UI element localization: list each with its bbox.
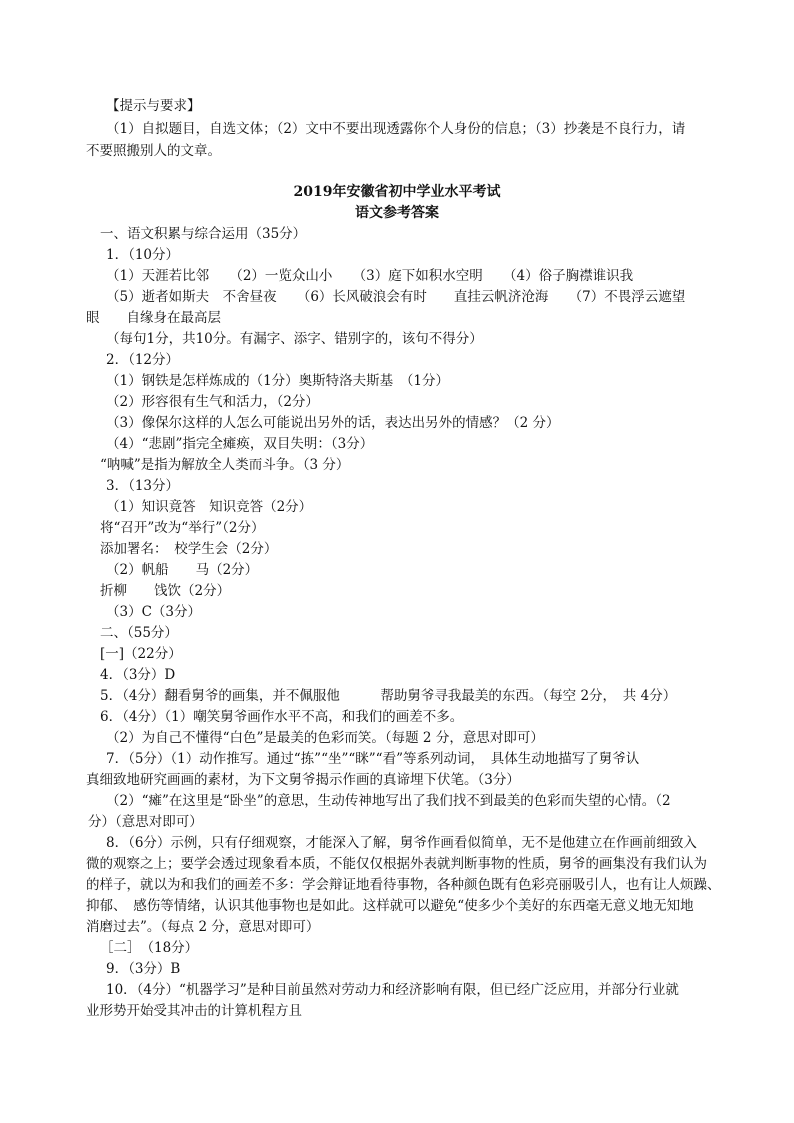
q7-answer-2: （2）“瘫”在这里是“卧坐”的意思，生动传神地写出了我们找不到最美的色彩而失望的心情。（2: [106, 793, 671, 809]
q8-answer-cont-3: 抑郁、 感伤等情绪，认识其他事物也是如此。这样就可以避免“使多少个美好的东西毫无意义地无知地: [86, 898, 694, 914]
q3-answer-2: （2）帆船 马（2分）: [106, 562, 259, 578]
q2-answer-4-cont: “呐喊”是指为解放全人类而斗争。（3 分）: [100, 457, 350, 473]
exam-title: 2019年安徽省初中学业水平考试: [293, 184, 501, 200]
q1-scoring-note: （每句1分，共10分。有漏字、添字、错别字的，该句不得分）: [106, 331, 483, 347]
q2-answer-4: （4）“悲剧”指完全瘫痪，双目失明：（3分）: [106, 436, 374, 452]
q1-answers-row-2: （5）逝者如斯夫 不舍昼夜 （6）长风破浪会有时 直挂云帆济沧海 （7）不畏浮云遮望: [106, 289, 686, 305]
q3-answer-1-c: 添加署名： 校学生会（2分）: [100, 541, 278, 557]
q9-answer: 9．（3分）B: [106, 961, 181, 977]
section-one-heading: 一、语文积累与综合运用（35分）: [100, 226, 307, 242]
q8-answer-cont-2: 的样子，就以为和我们的画差不多：学会辩证地看待事物，各种颜色既有色彩亮丽吸引人，也有让人烦躁、: [86, 877, 721, 893]
q6-answer-1: 6．（4分）（1）嘲笑舅爷画作水平不高，和我们的画差不多。: [100, 709, 464, 725]
q7-answer-1-cont: 真细致地研究画画的素材，为下文舅爷揭示作画的真谛埋下伏笔。（3分）: [86, 772, 520, 788]
part-one-heading: [一]（22分）: [100, 646, 182, 662]
q1-answers-row-3: 眼 自缘身在最高层: [86, 310, 221, 326]
q2-answer-1: （1）钢铁是怎样炼成的（1分）奥斯特洛夫斯基 （1分）: [106, 373, 450, 389]
q3-answer-1: （1）知识竟答 知识竞答（2分）: [106, 499, 313, 515]
part-two-heading: ［二］ （18分）: [100, 940, 199, 956]
q3-heading: 3．（13分）: [106, 478, 180, 494]
section-two-heading: 二、（55分）: [100, 625, 178, 641]
q1-answers-row-1: （1）天涯若比邻 （2）一览众山小 （3）庭下如积水空明 （4）俗子胸襟谁识我: [106, 268, 634, 284]
q3-answer-1-b: 将“召开”改为“举行”（2分）: [100, 520, 265, 536]
q5-answer: 5．（4分）翻看舅爷的画集，并不佩服他 帮助舅爷寻我最美的东西。（每空 2分， 共 4分）: [100, 688, 677, 704]
q10-answer: 10．（4分）“机器学习”是种目前虽然对劳动力和经济影响有限，但已经广泛应用，并部分行业就: [106, 982, 679, 998]
answer-subtitle: 语文参考答案: [355, 205, 439, 221]
tips-line-1: （1）自拟题目，自选文体；（2）文中不要出现透露你个人身份的信息；（3）抄袭是不良行力，请: [106, 121, 686, 137]
q2-answer-3: （3）像保尔这样的人怎么可能说出另外的话，表达出另外的情感？（2 分）: [106, 415, 560, 431]
q7-answer-1: 7．（5分）（1）动作推写。通过“拣”“坐”“眯”“看”等系列动词， 具体生动地描写了舅爷认: [106, 751, 640, 767]
q2-heading: 2．（12分）: [106, 352, 180, 368]
tips-heading: 【提示与要求】: [106, 98, 201, 114]
q8-answer-cont-1: 微的观察之上；要学会透过现象看本质，不能仅仅根据外表就判断事物的性质，舅爷的画集没有我们认为: [86, 856, 707, 872]
q1-heading: 1．（10分）: [106, 247, 180, 263]
q3-answer-3: （3）C（3分）: [106, 604, 202, 620]
q4-answer: 4．（3分）D: [100, 667, 176, 683]
q6-answer-2: （2）为自己不懂得“白色”是最美的色彩而笑。（每题 2 分，意思对即可）: [106, 730, 544, 746]
q10-answer-cont: 业形势开始受其冲击的计算机程方且: [86, 1003, 302, 1019]
q7-answer-2-cont: 分）（意思对即可）: [88, 814, 203, 830]
tips-line-2: 不要照搬别人的文章。: [86, 143, 221, 159]
q2-answer-2: （2）形容很有生气和活力，（2分）: [106, 394, 319, 410]
q3-answer-2-b: 折柳 饯饮（2分）: [100, 583, 231, 599]
q8-answer-cont-4: 消磨过去”。（每点 2 分，意思对即可）: [86, 919, 320, 935]
q8-answer: 8．（6分）示例，只有仔细观察，才能深入了解，舅爷作画看似简单，无不是他建立在作画前细致入: [106, 835, 697, 851]
